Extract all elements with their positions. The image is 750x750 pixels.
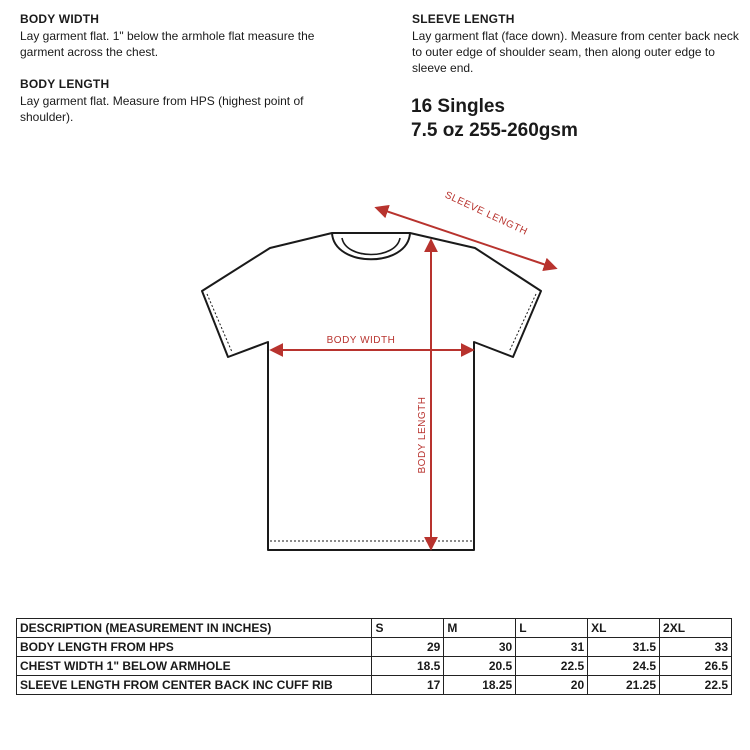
body-length-text: Lay garment flat. Measure from HPS (highest point of shoulder). xyxy=(20,94,304,124)
table-row xyxy=(17,638,732,657)
header-description: DESCRIPTION (MEASUREMENT IN INCHES) xyxy=(17,619,372,638)
header-size: L xyxy=(516,619,588,638)
header-size: XL xyxy=(588,619,660,638)
row-value: 20 xyxy=(516,676,588,695)
row-value: 31 xyxy=(516,638,588,657)
row-value: 18.25 xyxy=(444,676,516,695)
size-chart-table xyxy=(16,618,732,695)
row-value: 21.25 xyxy=(588,676,660,695)
row-label: CHEST WIDTH 1" BELOW ARMHOLE xyxy=(17,657,372,676)
header-size: 2XL xyxy=(660,619,732,638)
row-value: 18.5 xyxy=(372,657,444,676)
singles-spec: 16 Singles xyxy=(411,96,505,117)
row-value: 30 xyxy=(444,638,516,657)
row-value: 33 xyxy=(660,638,732,657)
row-value: 29 xyxy=(372,638,444,657)
row-value: 24.5 xyxy=(588,657,660,676)
row-value: 26.5 xyxy=(660,657,732,676)
row-label: BODY LENGTH FROM HPS xyxy=(17,638,372,657)
header-size: S xyxy=(372,619,444,638)
gsm-spec: 7.5 oz 255-260gsm xyxy=(411,120,578,141)
table-row xyxy=(17,676,732,695)
sleeve-length-text: Lay garment flat (face down). Measure from center back neck to outer edge of shoulder seam, then along outer edge to sleeve end. xyxy=(412,29,739,75)
row-value: 31.5 xyxy=(588,638,660,657)
table-row xyxy=(17,657,732,676)
body-width-heading: BODY WIDTH xyxy=(20,12,100,26)
row-value: 22.5 xyxy=(516,657,588,676)
body-width-text: Lay garment flat. 1" below the armhole flat measure the garment across the chest. xyxy=(20,29,315,59)
body-length-heading: BODY LENGTH xyxy=(20,77,110,91)
body-width-label: BODY WIDTH xyxy=(326,335,396,346)
sleeve-length-heading: SLEEVE LENGTH xyxy=(412,12,515,26)
row-value: 17 xyxy=(372,676,444,695)
tshirt-outline xyxy=(202,233,541,550)
row-label: SLEEVE LENGTH FROM CENTER BACK INC CUFF RIB xyxy=(17,676,372,695)
sleeve-length-label: SLEEVE LENGTH xyxy=(442,189,530,238)
table-header-row xyxy=(17,619,732,638)
header-size: M xyxy=(444,619,516,638)
row-value: 20.5 xyxy=(444,657,516,676)
body-length-label: BODY LENGTH xyxy=(417,396,428,474)
row-value: 22.5 xyxy=(660,676,732,695)
